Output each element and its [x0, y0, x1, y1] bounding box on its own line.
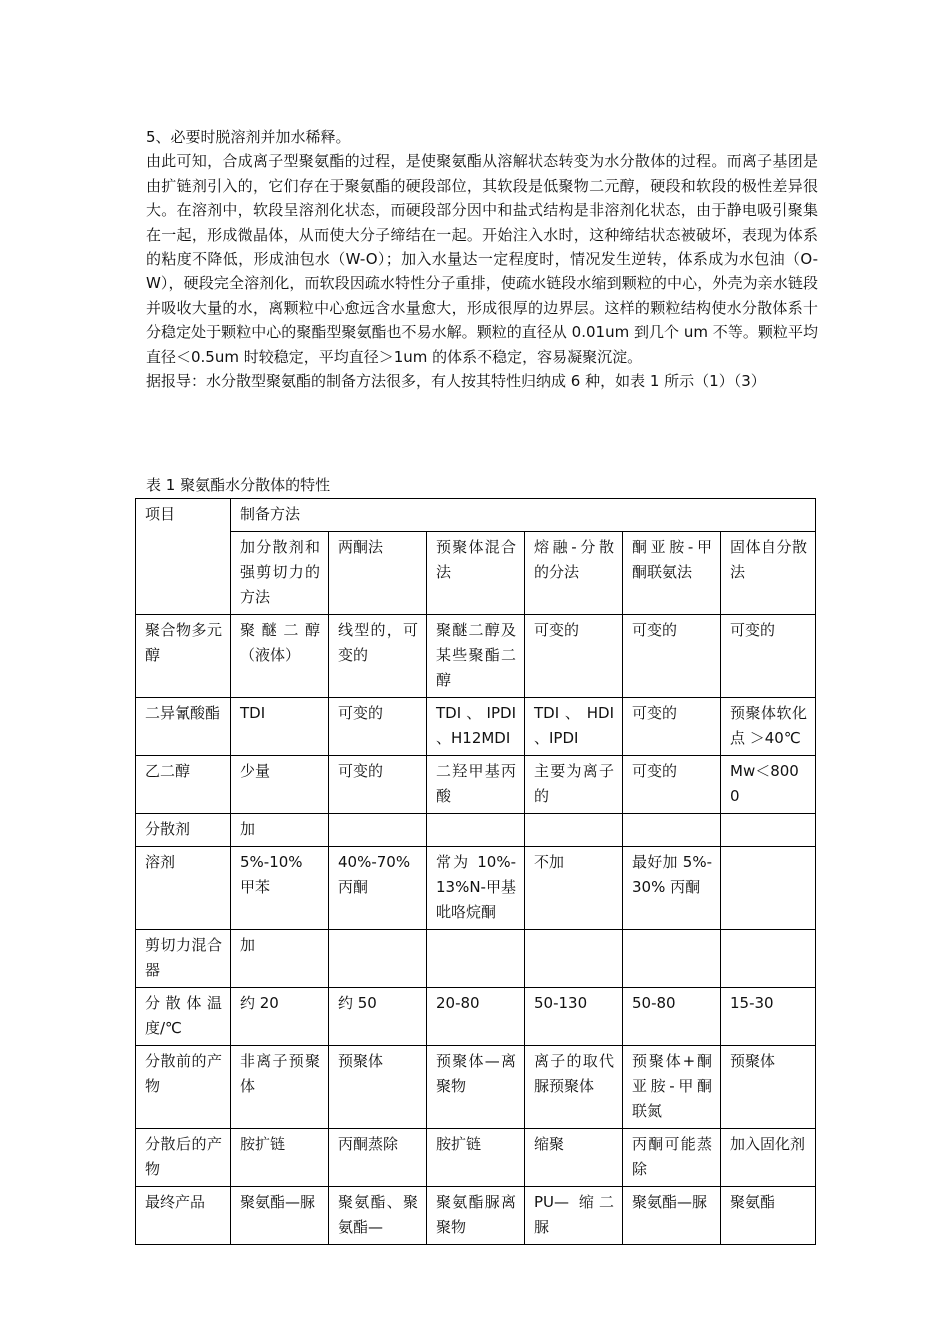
table-cell — [623, 930, 721, 988]
table-cell: 丙酮可能蒸除 — [623, 1129, 721, 1187]
report-paragraph: 据报导：水分散型聚氨酯的制备方法很多，有人按其特性归纳成 6 种，如表 1 所示（1）（3） — [146, 372, 766, 391]
table-cell: 胺扩链 — [231, 1129, 329, 1187]
table-cell: 预聚体 — [329, 1046, 427, 1129]
method-header-cell: 两酮法 — [329, 532, 427, 615]
table-cell: 约 50 — [329, 988, 427, 1046]
table-caption: 表 1 聚氨酯水分散体的特性 — [146, 476, 331, 494]
table-cell: 预聚体软化点 ＞40℃ — [721, 698, 816, 756]
table-cell: 加入固化剂 — [721, 1129, 816, 1187]
table-cell — [623, 814, 721, 847]
table-cell — [721, 930, 816, 988]
table-cell: 少量 — [231, 756, 329, 814]
table-cell: 线型的，可变的 — [329, 615, 427, 698]
table-cell: 最好加 5%-30% 丙酮 — [623, 847, 721, 930]
table-cell: 预聚体—离聚物 — [427, 1046, 525, 1129]
table-cell: 加 — [231, 814, 329, 847]
properties-table — [135, 498, 816, 1245]
table-cell: 可变的 — [721, 615, 816, 698]
table-cell — [329, 814, 427, 847]
method-header-row — [136, 532, 816, 615]
table-row — [136, 615, 816, 698]
table-cell: 聚氨酯 — [721, 1187, 816, 1245]
table-row — [136, 1046, 816, 1129]
table-cell: 常为 10%-13%N-甲基吡咯烷酮 — [427, 847, 525, 930]
row-label-cell: 溶剂 — [136, 847, 231, 930]
row-label-cell: 聚合物多元醇 — [136, 615, 231, 698]
table-cell: 20-80 — [427, 988, 525, 1046]
table-cell — [525, 930, 623, 988]
table-cell: 不加 — [525, 847, 623, 930]
table-cell — [329, 930, 427, 988]
row-label-cell: 乙二醇 — [136, 756, 231, 814]
table-cell: 离子的取代脲预聚体 — [525, 1046, 623, 1129]
row-label-cell: 剪切力混合器 — [136, 930, 231, 988]
table-cell: 约 20 — [231, 988, 329, 1046]
table-row — [136, 988, 816, 1046]
table-row — [136, 930, 816, 988]
table-row — [136, 1129, 816, 1187]
table-cell: 50-130 — [525, 988, 623, 1046]
table-cell: TDI 、 HDI 、IPDI — [525, 698, 623, 756]
table-cell: 可变的 — [623, 698, 721, 756]
row-label-cell: 最终产品 — [136, 1187, 231, 1245]
table-cell: 可变的 — [329, 698, 427, 756]
table-cell — [721, 814, 816, 847]
table-cell: 40%-70%丙酮 — [329, 847, 427, 930]
table-cell: 聚醚二醇（液体） — [231, 615, 329, 698]
table-cell: 预聚体 — [721, 1046, 816, 1129]
row-label-cell: 分散剂 — [136, 814, 231, 847]
table-cell: TDI — [231, 698, 329, 756]
table-cell: TDI 、 IPDI 、H12MDI — [427, 698, 525, 756]
table-cell: 主要为离子的 — [525, 756, 623, 814]
method-header-cell: 预聚体混合法 — [427, 532, 525, 615]
table-cell: 15-30 — [721, 988, 816, 1046]
table-cell: 聚氨酯、聚氨酯— — [329, 1187, 427, 1245]
table-row — [136, 1187, 816, 1245]
method-header-cell: 酮亚胺-甲酮联氨法 — [623, 532, 721, 615]
item-header-cell: 项目 — [136, 499, 231, 615]
method-header-cell: 熔融-分散的分法 — [525, 532, 623, 615]
table-cell: 预聚体+酮亚胺-甲酮联氮 — [623, 1046, 721, 1129]
table-cell: 5%-10% 甲苯 — [231, 847, 329, 930]
table-row — [136, 814, 816, 847]
table-cell — [525, 814, 623, 847]
explanation-paragraph: 由此可知，合成离子型聚氨酯的过程，是使聚氨酯从溶解状态转变为水分散体的过程。而离子基团是由扩链剂引入的，它们存在于聚氨酯的硬段部位，其软段是低聚物二元醇，硬段和软段的极性差异很大。在溶剂中，软段呈溶剂化状态，而硬段部分因中和盐式结构是非溶剂化状态，由于静电吸引聚集在一起，形成微晶体，从而使大分子缔结在一起。开始注入水时，这种缔结状态被破坏，表现为体系的粘度不降低，形成油包水（W-O）；加入水量达一定程度时，情况发生逆转，体系成为水包油（O-W），硬段完全溶剂化，而软段因疏水特性分子重排，使疏水链段水缩到颗粒的中心，外壳为亲水链段并吸收大量的水，离颗粒中心愈远含水量愈大，形成很厚的边界层。这样的颗粒结构使水分散体系十分稳定处于颗粒中心的聚酯型聚氨酯也不易水解。颗粒的直径从 0.01um 到几个 um 不等。颗粒平均直径＜0.5um 时较稳定，平均直径＞1um 的体系不稳定，容易凝聚沉淀。 — [146, 152, 818, 366]
table-row — [136, 756, 816, 814]
table-cell: 非离子预聚体 — [231, 1046, 329, 1129]
table-cell — [721, 847, 816, 930]
method-header-cell: 加分散剂和强剪切力的方法 — [231, 532, 329, 615]
table-cell — [427, 814, 525, 847]
table-cell: 可变的 — [623, 756, 721, 814]
step-5-paragraph: 5、必要时脱溶剂并加水稀释。 — [146, 128, 351, 146]
row-label-cell: 二异氰酸酯 — [136, 698, 231, 756]
row-label-cell: 分散体温度/℃ — [136, 988, 231, 1046]
table-cell: 加 — [231, 930, 329, 988]
table-cell: 聚氨酯脲离聚物 — [427, 1187, 525, 1245]
table-cell: 聚醚二醇及某些聚酯二醇 — [427, 615, 525, 698]
table-cell — [427, 930, 525, 988]
body-text — [146, 125, 818, 393]
table-row — [136, 698, 816, 756]
table-cell: 可变的 — [525, 615, 623, 698]
row-label-cell: 分散后的产物 — [136, 1129, 231, 1187]
table-cell: 聚氨酯—脲 — [623, 1187, 721, 1245]
method-group-header-cell: 制备方法 — [231, 499, 816, 532]
table-cell: 可变的 — [623, 615, 721, 698]
row-label-cell: 分散前的产物 — [136, 1046, 231, 1129]
table-cell: 丙酮蒸除 — [329, 1129, 427, 1187]
table-cell: 胺扩链 — [427, 1129, 525, 1187]
table-row — [136, 847, 816, 930]
table-cell: 50-80 — [623, 988, 721, 1046]
table-cell: 缩聚 — [525, 1129, 623, 1187]
method-header-cell: 固体自分散法 — [721, 532, 816, 615]
table-cell: Mw＜8000 — [721, 756, 816, 814]
table-cell: 聚氨酯—脲 — [231, 1187, 329, 1245]
table-cell: 二羟甲基丙酸 — [427, 756, 525, 814]
table-header-row — [136, 499, 816, 532]
table-cell: PU— 缩二脲 — [525, 1187, 623, 1245]
table-cell: 可变的 — [329, 756, 427, 814]
